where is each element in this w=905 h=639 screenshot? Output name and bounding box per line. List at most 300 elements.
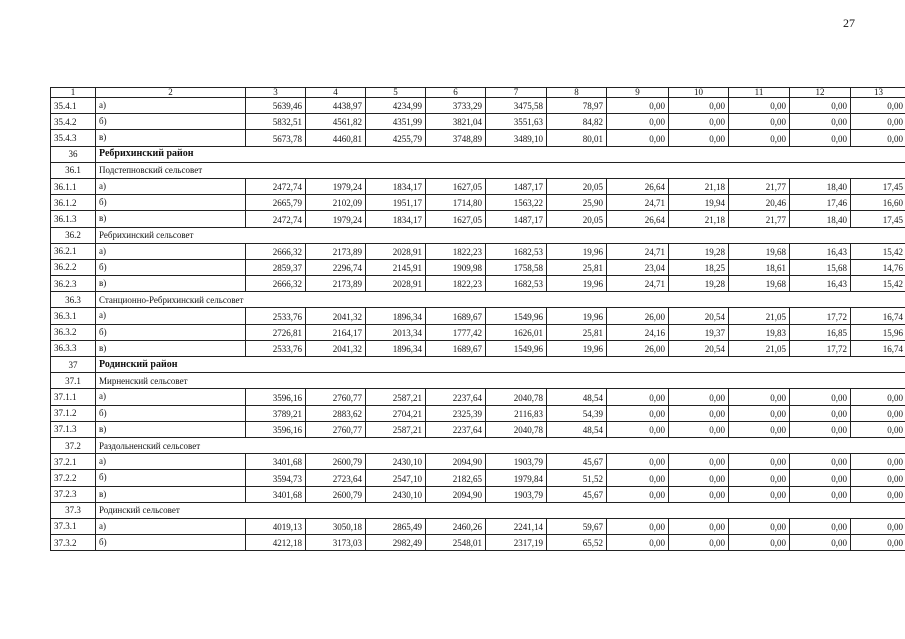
value-cell: 0,00 bbox=[729, 114, 790, 130]
value-cell: 0,00 bbox=[729, 518, 790, 534]
value-cell: 1822,23 bbox=[426, 243, 486, 259]
value-cell: 20,46 bbox=[729, 195, 790, 211]
section-code: 37.3 bbox=[51, 502, 96, 518]
table-row bbox=[51, 389, 905, 405]
row-code: 36.1.1 bbox=[51, 178, 96, 194]
value-cell: 59,67 bbox=[547, 518, 607, 534]
value-cell: 0,00 bbox=[790, 421, 851, 437]
value-cell: 3594,73 bbox=[246, 470, 306, 486]
value-cell: 26,64 bbox=[607, 178, 669, 194]
value-cell: 0,00 bbox=[729, 421, 790, 437]
value-cell: 5832,51 bbox=[246, 114, 306, 130]
row-code: 35.4.3 bbox=[51, 130, 96, 146]
value-cell: 2173,89 bbox=[306, 276, 366, 292]
council-section-row bbox=[51, 292, 905, 308]
value-cell: 1903,79 bbox=[486, 454, 547, 470]
row-code: 36.2.1 bbox=[51, 243, 96, 259]
value-cell: 0,00 bbox=[607, 130, 669, 146]
value-cell: 23,04 bbox=[607, 259, 669, 275]
value-cell: 18,61 bbox=[729, 259, 790, 275]
value-cell: 0,00 bbox=[729, 470, 790, 486]
value-cell: 21,77 bbox=[729, 211, 790, 227]
column-number-header: 9 bbox=[607, 88, 669, 98]
council-title: Раздольненский сельсовет bbox=[96, 437, 905, 453]
value-cell: 15,42 bbox=[851, 276, 905, 292]
row-code: 36.3.2 bbox=[51, 324, 96, 340]
value-cell: 15,96 bbox=[851, 324, 905, 340]
value-cell: 3821,04 bbox=[426, 114, 486, 130]
value-cell: 2723,64 bbox=[306, 470, 366, 486]
value-cell: 1896,34 bbox=[366, 308, 426, 324]
value-cell: 21,05 bbox=[729, 308, 790, 324]
row-code: 37.1.2 bbox=[51, 405, 96, 421]
value-cell: 2704,21 bbox=[366, 405, 426, 421]
row-variant: а) bbox=[96, 389, 246, 405]
value-cell: 0,00 bbox=[790, 454, 851, 470]
value-cell: 78,97 bbox=[547, 98, 607, 114]
value-cell: 2028,91 bbox=[366, 243, 426, 259]
value-cell: 2028,91 bbox=[366, 276, 426, 292]
value-cell: 3173,03 bbox=[306, 535, 366, 551]
value-cell: 2041,32 bbox=[306, 340, 366, 356]
value-cell: 21,77 bbox=[729, 178, 790, 194]
value-cell: 18,25 bbox=[669, 259, 729, 275]
value-cell: 0,00 bbox=[607, 470, 669, 486]
table-row bbox=[51, 324, 905, 340]
value-cell: 15,42 bbox=[851, 243, 905, 259]
value-cell: 2883,62 bbox=[306, 405, 366, 421]
value-cell: 1549,96 bbox=[486, 308, 547, 324]
row-variant: б) bbox=[96, 470, 246, 486]
section-code: 37.2 bbox=[51, 437, 96, 453]
value-cell: 0,00 bbox=[851, 421, 905, 437]
row-code: 36.1.3 bbox=[51, 211, 96, 227]
value-cell: 1979,84 bbox=[486, 470, 547, 486]
value-cell: 17,45 bbox=[851, 178, 905, 194]
value-cell: 3748,89 bbox=[426, 130, 486, 146]
value-cell: 19,83 bbox=[729, 324, 790, 340]
value-cell: 15,68 bbox=[790, 259, 851, 275]
value-cell: 0,00 bbox=[669, 535, 729, 551]
value-cell: 26,64 bbox=[607, 211, 669, 227]
value-cell: 0,00 bbox=[729, 486, 790, 502]
row-code: 37.3.1 bbox=[51, 518, 96, 534]
value-cell: 0,00 bbox=[607, 486, 669, 502]
table-row bbox=[51, 178, 905, 194]
value-cell: 2666,32 bbox=[246, 243, 306, 259]
value-cell: 1682,53 bbox=[486, 276, 547, 292]
row-variant: б) bbox=[96, 195, 246, 211]
value-cell: 0,00 bbox=[851, 405, 905, 421]
value-cell: 3475,58 bbox=[486, 98, 547, 114]
value-cell: 2533,76 bbox=[246, 340, 306, 356]
value-cell: 2241,14 bbox=[486, 518, 547, 534]
value-cell: 18,40 bbox=[790, 211, 851, 227]
value-cell: 2760,77 bbox=[306, 421, 366, 437]
value-cell: 0,00 bbox=[669, 98, 729, 114]
row-variant: в) bbox=[96, 130, 246, 146]
value-cell: 2013,34 bbox=[366, 324, 426, 340]
column-number-header: 5 bbox=[366, 88, 426, 98]
value-cell: 0,00 bbox=[790, 98, 851, 114]
row-variant: б) bbox=[96, 114, 246, 130]
value-cell: 0,00 bbox=[790, 470, 851, 486]
value-cell: 25,81 bbox=[547, 259, 607, 275]
value-cell: 17,46 bbox=[790, 195, 851, 211]
value-cell: 4255,79 bbox=[366, 130, 426, 146]
value-cell: 2665,79 bbox=[246, 195, 306, 211]
value-cell: 2094,90 bbox=[426, 454, 486, 470]
value-cell: 0,00 bbox=[729, 389, 790, 405]
value-cell: 3489,10 bbox=[486, 130, 547, 146]
value-cell: 19,96 bbox=[547, 243, 607, 259]
value-cell: 0,00 bbox=[851, 98, 905, 114]
row-code: 36.1.2 bbox=[51, 195, 96, 211]
value-cell: 25,90 bbox=[547, 195, 607, 211]
table-row bbox=[51, 130, 905, 146]
value-cell: 0,00 bbox=[607, 421, 669, 437]
row-variant: б) bbox=[96, 324, 246, 340]
row-code: 36.3.1 bbox=[51, 308, 96, 324]
value-cell: 1777,42 bbox=[426, 324, 486, 340]
value-cell: 2040,78 bbox=[486, 389, 547, 405]
value-cell: 0,00 bbox=[851, 535, 905, 551]
district-section-row bbox=[51, 357, 905, 373]
council-section-row bbox=[51, 162, 905, 178]
value-cell: 17,45 bbox=[851, 211, 905, 227]
table-row bbox=[51, 340, 905, 356]
row-code: 37.1.3 bbox=[51, 421, 96, 437]
value-cell: 2041,32 bbox=[306, 308, 366, 324]
value-cell: 0,00 bbox=[851, 389, 905, 405]
value-cell: 0,00 bbox=[729, 535, 790, 551]
value-cell: 2982,49 bbox=[366, 535, 426, 551]
section-code: 36.3 bbox=[51, 292, 96, 308]
value-cell: 1487,17 bbox=[486, 211, 547, 227]
column-number-header: 12 bbox=[790, 88, 851, 98]
value-cell: 2472,74 bbox=[246, 211, 306, 227]
section-code: 36 bbox=[51, 146, 96, 162]
value-cell: 1822,23 bbox=[426, 276, 486, 292]
value-cell: 0,00 bbox=[790, 114, 851, 130]
value-cell: 19,68 bbox=[729, 243, 790, 259]
value-cell: 1689,67 bbox=[426, 308, 486, 324]
value-cell: 17,72 bbox=[790, 308, 851, 324]
value-cell: 2587,21 bbox=[366, 421, 426, 437]
row-variant: а) bbox=[96, 243, 246, 259]
district-title: Ребрихинский район bbox=[96, 146, 905, 162]
council-section-row bbox=[51, 373, 905, 389]
value-cell: 2460,26 bbox=[426, 518, 486, 534]
value-cell: 3401,68 bbox=[246, 454, 306, 470]
value-cell: 1549,96 bbox=[486, 340, 547, 356]
value-cell: 2237,64 bbox=[426, 421, 486, 437]
value-cell: 21,18 bbox=[669, 178, 729, 194]
value-cell: 0,00 bbox=[669, 405, 729, 421]
council-section-row bbox=[51, 437, 905, 453]
value-cell: 0,00 bbox=[790, 130, 851, 146]
section-code: 36.2 bbox=[51, 227, 96, 243]
value-cell: 3789,21 bbox=[246, 405, 306, 421]
row-code: 35.4.2 bbox=[51, 114, 96, 130]
column-number-header-row bbox=[51, 88, 905, 98]
value-cell: 0,00 bbox=[790, 405, 851, 421]
value-cell: 2296,74 bbox=[306, 259, 366, 275]
value-cell: 19,96 bbox=[547, 276, 607, 292]
council-title: Станционно-Ребрихинский сельсовет bbox=[96, 292, 905, 308]
value-cell: 1487,17 bbox=[486, 178, 547, 194]
value-cell: 3596,16 bbox=[246, 389, 306, 405]
row-code: 37.3.2 bbox=[51, 535, 96, 551]
value-cell: 0,00 bbox=[669, 114, 729, 130]
row-variant: б) bbox=[96, 535, 246, 551]
value-cell: 14,76 bbox=[851, 259, 905, 275]
value-cell: 24,71 bbox=[607, 195, 669, 211]
value-cell: 1979,24 bbox=[306, 178, 366, 194]
value-cell: 0,00 bbox=[851, 130, 905, 146]
value-cell: 2865,49 bbox=[366, 518, 426, 534]
value-cell: 2472,74 bbox=[246, 178, 306, 194]
value-cell: 19,28 bbox=[669, 276, 729, 292]
value-cell: 80,01 bbox=[547, 130, 607, 146]
value-cell: 18,40 bbox=[790, 178, 851, 194]
value-cell: 0,00 bbox=[669, 518, 729, 534]
value-cell: 26,00 bbox=[607, 340, 669, 356]
value-cell: 4351,99 bbox=[366, 114, 426, 130]
council-title: Ребрихинский сельсовет bbox=[96, 227, 905, 243]
row-variant: б) bbox=[96, 405, 246, 421]
value-cell: 19,37 bbox=[669, 324, 729, 340]
value-cell: 45,67 bbox=[547, 454, 607, 470]
value-cell: 48,54 bbox=[547, 389, 607, 405]
column-number-header: 1 bbox=[51, 88, 96, 98]
value-cell: 2317,19 bbox=[486, 535, 547, 551]
value-cell: 5673,78 bbox=[246, 130, 306, 146]
value-cell: 3733,29 bbox=[426, 98, 486, 114]
value-cell: 2182,65 bbox=[426, 470, 486, 486]
value-cell: 2666,32 bbox=[246, 276, 306, 292]
section-code: 36.1 bbox=[51, 162, 96, 178]
value-cell: 1979,24 bbox=[306, 211, 366, 227]
value-cell: 16,74 bbox=[851, 308, 905, 324]
value-cell: 65,52 bbox=[547, 535, 607, 551]
column-number-header: 3 bbox=[246, 88, 306, 98]
value-cell: 0,00 bbox=[607, 98, 669, 114]
value-cell: 0,00 bbox=[790, 535, 851, 551]
value-cell: 25,81 bbox=[547, 324, 607, 340]
value-cell: 19,68 bbox=[729, 276, 790, 292]
value-cell: 45,67 bbox=[547, 486, 607, 502]
value-cell: 16,60 bbox=[851, 195, 905, 211]
value-cell: 3596,16 bbox=[246, 421, 306, 437]
district-title: Родинский район bbox=[96, 357, 905, 373]
value-cell: 19,96 bbox=[547, 340, 607, 356]
row-variant: в) bbox=[96, 276, 246, 292]
district-section-row bbox=[51, 146, 905, 162]
row-code: 36.2.3 bbox=[51, 276, 96, 292]
row-code: 37.1.1 bbox=[51, 389, 96, 405]
section-code: 37 bbox=[51, 357, 96, 373]
value-cell: 24,71 bbox=[607, 243, 669, 259]
value-cell: 2600,79 bbox=[306, 454, 366, 470]
value-cell: 2102,09 bbox=[306, 195, 366, 211]
value-cell: 17,72 bbox=[790, 340, 851, 356]
row-variant: а) bbox=[96, 454, 246, 470]
column-number-header: 2 bbox=[96, 88, 246, 98]
value-cell: 1626,01 bbox=[486, 324, 547, 340]
table-row bbox=[51, 259, 905, 275]
value-cell: 26,00 bbox=[607, 308, 669, 324]
value-cell: 0,00 bbox=[729, 454, 790, 470]
council-title: Подстепновский сельсовет bbox=[96, 162, 905, 178]
value-cell: 3551,63 bbox=[486, 114, 547, 130]
column-number-header: 11 bbox=[729, 88, 790, 98]
value-cell: 0,00 bbox=[669, 470, 729, 486]
value-cell: 1627,05 bbox=[426, 211, 486, 227]
value-cell: 4234,99 bbox=[366, 98, 426, 114]
value-cell: 1689,67 bbox=[426, 340, 486, 356]
table-row bbox=[51, 535, 905, 551]
value-cell: 2547,10 bbox=[366, 470, 426, 486]
value-cell: 51,52 bbox=[547, 470, 607, 486]
value-cell: 20,05 bbox=[547, 178, 607, 194]
page-number: 27 bbox=[843, 16, 855, 30]
value-cell: 1834,17 bbox=[366, 211, 426, 227]
table-row bbox=[51, 308, 905, 324]
tariff-table bbox=[50, 87, 905, 551]
value-cell: 0,00 bbox=[607, 535, 669, 551]
value-cell: 0,00 bbox=[669, 421, 729, 437]
value-cell: 0,00 bbox=[669, 130, 729, 146]
value-cell: 0,00 bbox=[669, 486, 729, 502]
value-cell: 1909,98 bbox=[426, 259, 486, 275]
row-code: 35.4.1 bbox=[51, 98, 96, 114]
council-title: Мирненский сельсовет bbox=[96, 373, 905, 389]
value-cell: 2116,83 bbox=[486, 405, 547, 421]
value-cell: 24,71 bbox=[607, 276, 669, 292]
value-cell: 20,05 bbox=[547, 211, 607, 227]
table-row bbox=[51, 405, 905, 421]
row-variant: в) bbox=[96, 340, 246, 356]
value-cell: 4212,18 bbox=[246, 535, 306, 551]
value-cell: 1627,05 bbox=[426, 178, 486, 194]
value-cell: 2430,10 bbox=[366, 486, 426, 502]
value-cell: 1903,79 bbox=[486, 486, 547, 502]
table-row bbox=[51, 98, 905, 114]
column-number-header: 8 bbox=[547, 88, 607, 98]
value-cell: 0,00 bbox=[851, 486, 905, 502]
value-cell: 1834,17 bbox=[366, 178, 426, 194]
value-cell: 1896,34 bbox=[366, 340, 426, 356]
value-cell: 20,54 bbox=[669, 340, 729, 356]
value-cell: 16,85 bbox=[790, 324, 851, 340]
value-cell: 0,00 bbox=[790, 389, 851, 405]
row-variant: в) bbox=[96, 486, 246, 502]
value-cell: 2094,90 bbox=[426, 486, 486, 502]
value-cell: 24,16 bbox=[607, 324, 669, 340]
row-variant: б) bbox=[96, 259, 246, 275]
council-section-row bbox=[51, 227, 905, 243]
value-cell: 2726,81 bbox=[246, 324, 306, 340]
value-cell: 0,00 bbox=[851, 454, 905, 470]
table-row bbox=[51, 470, 905, 486]
table-row bbox=[51, 276, 905, 292]
value-cell: 4438,97 bbox=[306, 98, 366, 114]
value-cell: 21,18 bbox=[669, 211, 729, 227]
value-cell: 2173,89 bbox=[306, 243, 366, 259]
value-cell: 0,00 bbox=[607, 454, 669, 470]
value-cell: 0,00 bbox=[607, 518, 669, 534]
value-cell: 4019,13 bbox=[246, 518, 306, 534]
value-cell: 3401,68 bbox=[246, 486, 306, 502]
value-cell: 2430,10 bbox=[366, 454, 426, 470]
council-title: Родинский сельсовет bbox=[96, 502, 905, 518]
row-variant: а) bbox=[96, 518, 246, 534]
value-cell: 0,00 bbox=[729, 130, 790, 146]
value-cell: 2040,78 bbox=[486, 421, 547, 437]
value-cell: 0,00 bbox=[607, 389, 669, 405]
column-number-header: 10 bbox=[669, 88, 729, 98]
value-cell: 1951,17 bbox=[366, 195, 426, 211]
value-cell: 20,54 bbox=[669, 308, 729, 324]
row-variant: в) bbox=[96, 211, 246, 227]
value-cell: 0,00 bbox=[607, 405, 669, 421]
value-cell: 0,00 bbox=[851, 114, 905, 130]
row-code: 37.2.3 bbox=[51, 486, 96, 502]
value-cell: 2237,64 bbox=[426, 389, 486, 405]
value-cell: 19,94 bbox=[669, 195, 729, 211]
value-cell: 4460,81 bbox=[306, 130, 366, 146]
value-cell: 1563,22 bbox=[486, 195, 547, 211]
column-number-header: 6 bbox=[426, 88, 486, 98]
table-row bbox=[51, 518, 905, 534]
value-cell: 2145,91 bbox=[366, 259, 426, 275]
value-cell: 48,54 bbox=[547, 421, 607, 437]
row-code: 36.3.3 bbox=[51, 340, 96, 356]
value-cell: 1682,53 bbox=[486, 243, 547, 259]
value-cell: 2533,76 bbox=[246, 308, 306, 324]
column-number-header: 7 bbox=[486, 88, 547, 98]
table-row bbox=[51, 195, 905, 211]
value-cell: 0,00 bbox=[851, 518, 905, 534]
value-cell: 1758,58 bbox=[486, 259, 547, 275]
row-code: 37.2.2 bbox=[51, 470, 96, 486]
value-cell: 2760,77 bbox=[306, 389, 366, 405]
column-number-header: 4 bbox=[306, 88, 366, 98]
value-cell: 2325,39 bbox=[426, 405, 486, 421]
value-cell: 2548,01 bbox=[426, 535, 486, 551]
row-code: 37.2.1 bbox=[51, 454, 96, 470]
value-cell: 19,96 bbox=[547, 308, 607, 324]
value-cell: 4561,82 bbox=[306, 114, 366, 130]
value-cell: 16,43 bbox=[790, 276, 851, 292]
value-cell: 19,28 bbox=[669, 243, 729, 259]
row-code: 36.2.2 bbox=[51, 259, 96, 275]
row-variant: а) bbox=[96, 98, 246, 114]
table-row bbox=[51, 454, 905, 470]
section-code: 37.1 bbox=[51, 373, 96, 389]
value-cell: 2600,79 bbox=[306, 486, 366, 502]
value-cell: 0,00 bbox=[607, 114, 669, 130]
column-number-header: 13 bbox=[851, 88, 905, 98]
value-cell: 1714,80 bbox=[426, 195, 486, 211]
row-variant: в) bbox=[96, 421, 246, 437]
value-cell: 21,05 bbox=[729, 340, 790, 356]
value-cell: 54,39 bbox=[547, 405, 607, 421]
value-cell: 16,74 bbox=[851, 340, 905, 356]
value-cell: 0,00 bbox=[669, 389, 729, 405]
value-cell: 0,00 bbox=[851, 470, 905, 486]
